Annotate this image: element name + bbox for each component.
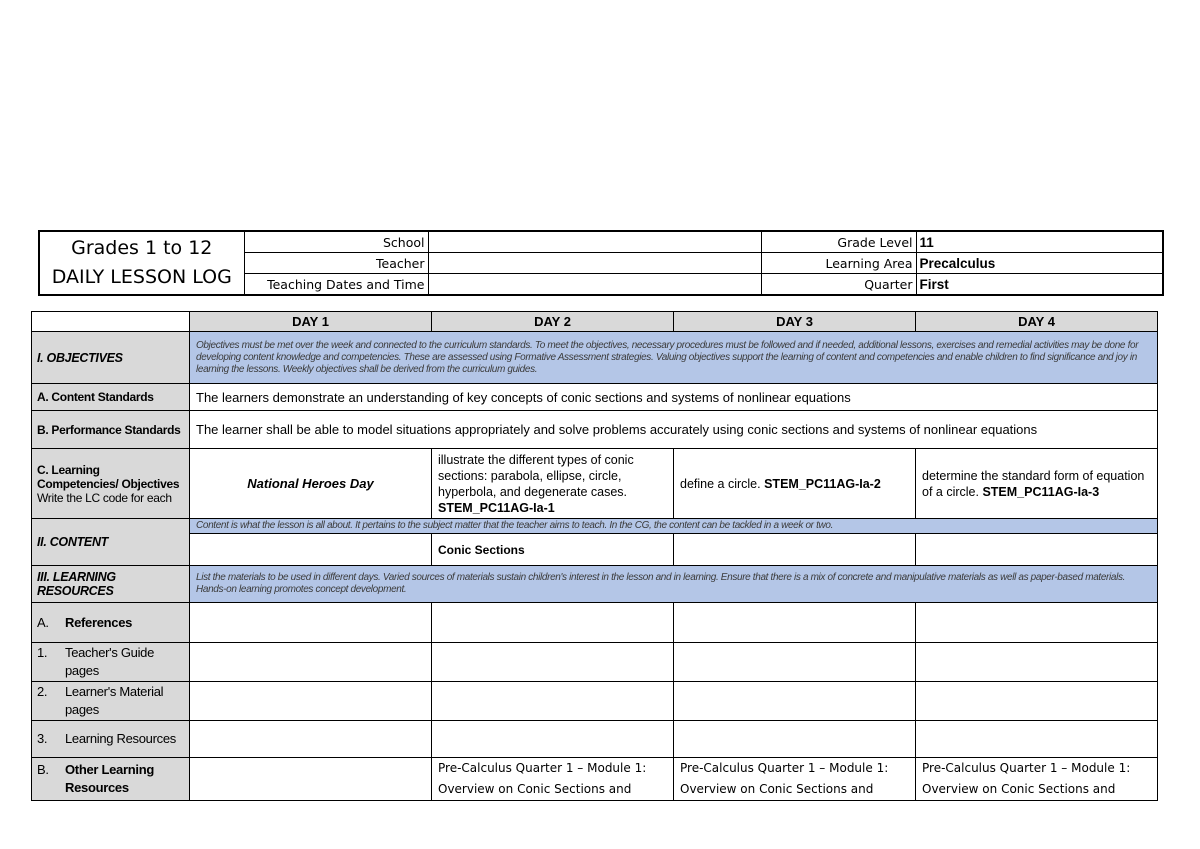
day-4-lm-pages[interactable]: [916, 682, 1158, 721]
day-3-lm-pages[interactable]: [674, 682, 916, 721]
learning-resources-portal-row: [32, 721, 1158, 758]
teachers-guide-text: Teacher's Guide pages: [65, 645, 155, 678]
day-2-other-resources[interactable]: [432, 758, 674, 801]
day-4-tg-pages[interactable]: [916, 643, 1158, 682]
other-resources-text: Other Learning Resources: [65, 762, 154, 795]
day-2-lr-portal[interactable]: [432, 721, 674, 758]
day-3-lc-code: STEM_PC11AG-Ia-2: [764, 476, 881, 491]
day-3-other-resources-line-2: Overview on Conic Sections and: [680, 782, 874, 796]
learning-resources-portal-num: 3.: [37, 731, 48, 746]
performance-standards-label: B. Performance Standards: [32, 411, 190, 449]
day-3-competency[interactable]: [674, 449, 916, 519]
references-text: References: [65, 614, 133, 630]
quarter-label: Quarter: [761, 274, 916, 296]
day-2-content[interactable]: Conic Sections: [432, 534, 674, 566]
header-table: [38, 230, 1164, 296]
day-4-lr-portal[interactable]: [916, 721, 1158, 758]
objectives-label: I. OBJECTIVES: [32, 332, 190, 384]
content-standards-label: A. Content Standards: [32, 384, 190, 411]
day-2-lc-code: STEM_PC11AG-Ia-1: [438, 500, 555, 515]
day-1-header: DAY 1: [190, 312, 432, 332]
quarter-field[interactable]: First: [916, 274, 1163, 296]
teacher-field[interactable]: [428, 253, 761, 274]
day-2-other-resources-line-2: Overview on Conic Sections and: [438, 782, 632, 796]
day-4-other-resources-line-1: Pre-Calculus Quarter 1 – Module 1:: [922, 761, 1131, 775]
day-1-other-resources[interactable]: [190, 758, 432, 801]
day-2-other-resources-line-1: Pre-Calculus Quarter 1 – Module 1:: [438, 761, 647, 775]
dates-field[interactable]: [428, 274, 761, 296]
content-standards-row: [32, 384, 1158, 411]
competencies-label-text: C. Learning Competencies/ Objectives: [37, 462, 180, 491]
day-4-other-resources[interactable]: [916, 758, 1158, 801]
objectives-row: [32, 332, 1158, 384]
lesson-log-table: [31, 311, 1158, 801]
day-3-header: DAY 3: [674, 312, 916, 332]
content-note-row: [32, 519, 1158, 534]
performance-standards-text[interactable]: The learner shall be able to model situations appropriately and solve problems accurately using conic sections and systems of nonlinear equations: [190, 411, 1158, 449]
references-num: A.: [37, 614, 49, 630]
log-title: [39, 231, 244, 295]
dates-label: Teaching Dates and Time: [244, 274, 428, 296]
teacher-label: Teacher: [244, 253, 428, 274]
day-4-other-resources-line-2: Overview on Conic Sections and: [922, 782, 1116, 796]
day-3-references[interactable]: [674, 603, 916, 643]
performance-standards-row: [32, 411, 1158, 449]
title-line-2: DAILY LESSON LOG: [51, 266, 232, 288]
teachers-guide-row: [32, 643, 1158, 682]
day-1-content[interactable]: [190, 534, 432, 566]
day-2-tg-pages[interactable]: [432, 643, 674, 682]
grade-level-field[interactable]: 11: [916, 231, 1163, 253]
learners-material-label: [32, 682, 190, 721]
day-header-row: [32, 312, 1158, 332]
learning-resources-row: [32, 566, 1158, 603]
day-1-tg-pages[interactable]: [190, 643, 432, 682]
title-line-1: Grades 1 to 12: [71, 237, 213, 259]
references-row: [32, 603, 1158, 643]
day-2-references[interactable]: [432, 603, 674, 643]
day-2-lm-pages[interactable]: [432, 682, 674, 721]
day-1-references[interactable]: [190, 603, 432, 643]
learning-area-label: Learning Area: [761, 253, 916, 274]
teachers-guide-label: [32, 643, 190, 682]
day-4-competency-text: determine the standard form of equation of a circle.: [922, 468, 1145, 499]
competencies-sublabel: Write the LC code for each: [37, 490, 172, 505]
day-3-other-resources[interactable]: [674, 758, 916, 801]
day-4-references[interactable]: [916, 603, 1158, 643]
learning-area-field[interactable]: Precalculus: [916, 253, 1163, 274]
learners-material-row: [32, 682, 1158, 721]
learners-material-num: 2.: [37, 684, 48, 699]
day-4-header: DAY 4: [916, 312, 1158, 332]
content-row: [32, 534, 1158, 566]
content-standards-text[interactable]: The learners demonstrate an understanding of key concepts of conic sections and systems of nonlinear equations: [190, 384, 1158, 411]
objectives-note: Objectives must be met over the week and connected to the curriculum standards. To meet the objectives, necessary procedures must be followed and if needed, additional lessons, exercises and remedial activities may be done for developing content knowledge and competencies. These are assessed using Formative Assessment strategies. Valuing objectives support the learning of content and competencies and enable children to find significance and joy in learning the lessons. Weekly objectives shall be derived from the curriculum guides.: [190, 332, 1158, 384]
day-1-competency[interactable]: National Heroes Day: [190, 449, 432, 519]
content-label: II. CONTENT: [32, 519, 190, 566]
competencies-row: [32, 449, 1158, 519]
day-4-content[interactable]: [916, 534, 1158, 566]
day-3-competency-text: define a circle.: [680, 476, 761, 491]
content-note: Content is what the lesson is all about. It pertains to the subject matter that the teacher aims to teach. In the CG, the content can be tackled in a week or two.: [190, 519, 1158, 534]
other-resources-row: [32, 758, 1158, 801]
learning-resources-label: III. LEARNING RESOURCES: [32, 566, 190, 603]
day-3-other-resources-line-1: Pre-Calculus Quarter 1 – Module 1:: [680, 761, 889, 775]
corner-cell: [32, 312, 190, 332]
day-2-competency-text: illustrate the different types of conic sections: parabola, ellipse, circle, hyperbola, and degenerate cases.: [438, 452, 634, 499]
day-2-competency[interactable]: [432, 449, 674, 519]
day-3-tg-pages[interactable]: [674, 643, 916, 682]
references-label: [32, 603, 190, 643]
learning-resources-portal-text: Learning Resources: [65, 731, 176, 746]
learners-material-text: Learner's Material pages: [65, 684, 164, 717]
day-1-lr-portal[interactable]: [190, 721, 432, 758]
learning-resources-portal-label: [32, 721, 190, 758]
day-1-lm-pages[interactable]: [190, 682, 432, 721]
other-resources-num: B.: [37, 762, 49, 777]
school-field[interactable]: [428, 231, 761, 253]
day-4-competency[interactable]: [916, 449, 1158, 519]
grade-level-label: Grade Level: [761, 231, 916, 253]
day-4-lc-code: STEM_PC11AG-Ia-3: [982, 484, 1100, 499]
competencies-label: [32, 449, 190, 519]
day-2-header: DAY 2: [432, 312, 674, 332]
learning-resources-note: List the materials to be used in different days. Varied sources of materials sustain children's interest in the lesson and in learning. Ensure that there is a mix of concrete and manipulative materials as well as paper-based materials. Hands-on learning promotes concept development.: [190, 566, 1158, 603]
day-3-content[interactable]: [674, 534, 916, 566]
day-3-lr-portal[interactable]: [674, 721, 916, 758]
teachers-guide-num: 1.: [37, 645, 48, 660]
other-resources-label: [32, 758, 190, 801]
school-label: School: [244, 231, 428, 253]
